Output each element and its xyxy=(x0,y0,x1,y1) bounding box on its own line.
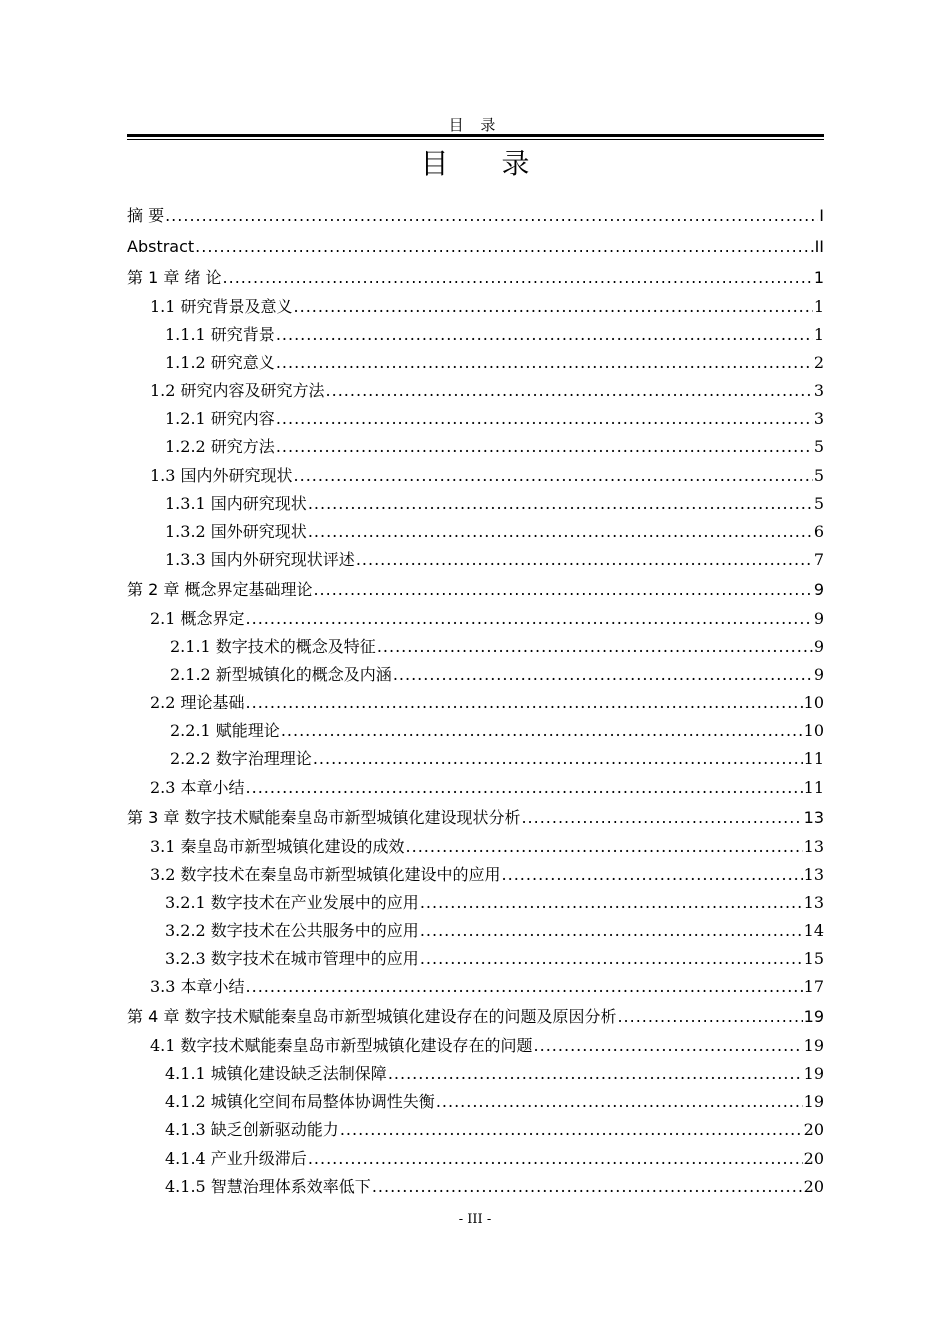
toc-leader-dots xyxy=(420,917,803,945)
toc-leader-dots xyxy=(406,833,803,861)
toc-leader-dots xyxy=(502,861,803,889)
toc-entry[interactable] xyxy=(127,1173,824,1201)
toc-leader-dots xyxy=(340,1116,803,1144)
toc-leader-dots xyxy=(165,200,818,231)
toc-entry-page: 2 xyxy=(813,353,824,373)
toc-entry-label: 4.1.2 城镇化空间布局整体协调性失衡 xyxy=(165,1092,435,1112)
toc-entry-page: II xyxy=(814,237,824,256)
toc-leader-dots xyxy=(356,546,813,574)
toc-entry-label: 4.1 数字技术赋能秦皇岛市新型城镇化建设存在的问题 xyxy=(150,1036,533,1056)
toc-leader-dots xyxy=(276,405,813,433)
toc-entry-page: 20 xyxy=(803,1176,824,1196)
toc-entry[interactable] xyxy=(127,802,824,833)
page-title: 目 录 xyxy=(420,147,552,180)
toc-entry-page: 3 xyxy=(813,409,824,429)
toc-leader-dots xyxy=(276,433,813,461)
toc-entry[interactable] xyxy=(127,231,824,262)
toc-entry-page: 9 xyxy=(813,608,824,628)
toc-entry-page: 13 xyxy=(803,836,824,856)
toc-entry[interactable] xyxy=(127,745,824,773)
toc-entry-label: 1.1 研究背景及意义 xyxy=(150,297,293,316)
toc-entry-label: 2.3 本章小结 xyxy=(150,777,245,797)
toc-entry[interactable] xyxy=(127,518,824,546)
toc-entry-label: 2.2.1 赋能理论 xyxy=(170,721,280,741)
toc-entry[interactable] xyxy=(127,605,824,633)
toc-entry-label: 1.3.2 国外研究现状 xyxy=(165,521,307,541)
toc-entry[interactable] xyxy=(127,973,824,1001)
toc-entry[interactable] xyxy=(127,633,824,661)
toc-entry-page: 20 xyxy=(803,1148,824,1168)
toc-entry[interactable] xyxy=(127,917,824,945)
toc-entry-label: 2.2.2 数字治理理论 xyxy=(170,749,312,769)
toc-entry-label: 3.1 秦皇岛市新型城镇化建设的成效 xyxy=(150,836,405,856)
toc-entry[interactable] xyxy=(127,293,824,321)
toc-entry-page: 19 xyxy=(803,1092,824,1112)
toc-entry-label: 2.1.2 新型城镇化的概念及内涵 xyxy=(170,665,392,685)
toc-leader-dots xyxy=(617,1001,802,1032)
toc-leader-dots xyxy=(195,231,813,262)
toc-entry[interactable] xyxy=(127,574,824,605)
toc-entry-page: 7 xyxy=(813,549,824,569)
toc-entry-page: 19 xyxy=(803,1064,824,1084)
toc-entry-label: 1.2.2 研究方法 xyxy=(165,437,275,457)
toc-entry-page: 1 xyxy=(813,268,824,287)
toc-entry-page: 13 xyxy=(803,807,824,827)
toc-entry-page: 5 xyxy=(813,493,824,513)
toc-entry-label: 4.1.1 城镇化建设缺乏法制保障 xyxy=(165,1064,387,1084)
toc-leader-dots xyxy=(308,490,813,518)
toc-entry[interactable] xyxy=(127,462,824,490)
toc-leader-dots xyxy=(534,1032,803,1060)
toc-entry[interactable] xyxy=(127,1060,824,1088)
toc-leader-dots xyxy=(246,774,803,802)
toc-entry-label: 2.1.1 数字技术的概念及特征 xyxy=(170,637,376,657)
toc-entry-label: 4.1.3 缺乏创新驱动能力 xyxy=(165,1120,339,1140)
toc-entry-page: 14 xyxy=(803,920,824,940)
toc-entry[interactable] xyxy=(127,1032,824,1060)
toc-entry-page: 13 xyxy=(803,892,824,912)
toc-entry-label: 2.2 理论基础 xyxy=(150,693,245,713)
toc-entry-label: 第 4 章 数字技术赋能秦皇岛市新型城镇化建设存在的问题及原因分析 xyxy=(127,1007,617,1027)
toc-entry-page: 1 xyxy=(813,325,824,345)
toc-leader-dots xyxy=(420,889,803,917)
toc-entry-label: 摘 要 xyxy=(127,206,165,225)
toc-entry-label: 第 2 章 概念界定基础理论 xyxy=(127,579,313,599)
toc-entry-label: 1.3.1 国内研究现状 xyxy=(165,493,307,513)
toc-entry-page: 19 xyxy=(803,1036,824,1056)
toc-entry[interactable] xyxy=(127,546,824,574)
toc-entry-label: 3.3 本章小结 xyxy=(150,977,245,997)
running-header: 目 录 xyxy=(448,116,502,134)
toc-leader-dots xyxy=(313,745,803,773)
toc-leader-dots xyxy=(313,574,812,605)
toc-entry-label: 3.2.3 数字技术在城市管理中的应用 xyxy=(165,948,419,968)
toc-entry-page: 1 xyxy=(813,297,824,316)
toc-entry[interactable] xyxy=(127,717,824,745)
toc-entry-label: 1.1.2 研究意义 xyxy=(165,353,275,373)
toc-leader-dots xyxy=(223,262,813,293)
toc-entry-label: Abstract xyxy=(127,237,195,256)
toc-entry[interactable] xyxy=(127,774,824,802)
toc-entry[interactable] xyxy=(127,1116,824,1144)
toc-entry-label: 3.2.2 数字技术在公共服务中的应用 xyxy=(165,920,419,940)
toc-entry-label: 1.2 研究内容及研究方法 xyxy=(150,381,325,401)
toc-entry-page: 11 xyxy=(803,777,824,797)
header-rule-thick xyxy=(127,134,824,137)
toc-entry-page: 11 xyxy=(803,749,824,769)
toc-entry-label: 1.3.3 国内外研究现状评述 xyxy=(165,549,355,569)
toc-entry-label: 2.1 概念界定 xyxy=(150,608,245,628)
toc-entry-page: 9 xyxy=(813,579,824,599)
toc-entry[interactable] xyxy=(127,321,824,349)
toc-entry[interactable] xyxy=(127,945,824,973)
toc-leader-dots xyxy=(246,689,803,717)
toc-entry[interactable] xyxy=(127,433,824,461)
toc-entry[interactable] xyxy=(127,1145,824,1173)
toc-leader-dots xyxy=(326,377,813,405)
toc-leader-dots xyxy=(281,717,803,745)
toc-entry-page: 5 xyxy=(813,437,824,457)
toc-leader-dots xyxy=(372,1173,803,1201)
toc-entry-label: 1.1.1 研究背景 xyxy=(165,325,275,345)
toc-leader-dots xyxy=(308,518,813,546)
toc-leader-dots xyxy=(436,1088,803,1116)
toc-leader-dots xyxy=(308,1145,803,1173)
toc-entry-label: 4.1.5 智慧治理体系效率低下 xyxy=(165,1176,371,1196)
toc-entry-page: 3 xyxy=(813,381,824,401)
toc-leader-dots xyxy=(294,462,813,490)
toc-entry-page: 9 xyxy=(813,665,824,685)
toc-entry-page: 9 xyxy=(813,637,824,657)
toc-entry-page: 6 xyxy=(813,521,824,541)
toc-entry[interactable] xyxy=(127,689,824,717)
toc-entry-label: 第 3 章 数字技术赋能秦皇岛市新型城镇化建设现状分析 xyxy=(127,807,521,827)
toc-leader-dots xyxy=(276,349,813,377)
toc-entry-page: 17 xyxy=(803,977,824,997)
toc-entry[interactable] xyxy=(127,661,824,689)
toc-entry-page: 13 xyxy=(803,864,824,884)
toc-leader-dots xyxy=(420,945,803,973)
toc-entry[interactable] xyxy=(127,1088,824,1116)
toc-entry[interactable] xyxy=(127,200,824,231)
toc-entry-label: 3.2 数字技术在秦皇岛市新型城镇化建设中的应用 xyxy=(150,864,501,884)
toc-entry-page: I xyxy=(819,206,824,225)
toc-leader-dots xyxy=(246,605,813,633)
toc-leader-dots xyxy=(246,973,803,1001)
toc-entry[interactable] xyxy=(127,889,824,917)
toc-leader-dots xyxy=(276,321,813,349)
toc-entry[interactable] xyxy=(127,861,824,889)
toc-entry-page: 10 xyxy=(803,693,824,713)
toc-entry[interactable] xyxy=(127,262,824,293)
toc-entry-label: 4.1.4 产业升级滞后 xyxy=(165,1148,307,1168)
toc-entry-page: 19 xyxy=(803,1007,824,1027)
toc-entry-page: 15 xyxy=(803,948,824,968)
toc-leader-dots xyxy=(393,661,813,689)
toc-entry[interactable] xyxy=(127,405,824,433)
toc-leader-dots xyxy=(521,802,802,833)
toc-entry-page: 10 xyxy=(803,721,824,741)
toc-entry-label: 1.2.1 研究内容 xyxy=(165,409,275,429)
header-rule-thin xyxy=(127,139,824,140)
toc-entry-label: 1.3 国内外研究现状 xyxy=(150,465,293,485)
toc-entry[interactable] xyxy=(127,349,824,377)
toc-entry[interactable] xyxy=(127,490,824,518)
toc-entry[interactable] xyxy=(127,1001,824,1032)
toc-entry[interactable] xyxy=(127,377,824,405)
toc-entry-label: 第 1 章 绪 论 xyxy=(127,268,222,287)
toc-leader-dots xyxy=(388,1060,803,1088)
toc-entry-page: 5 xyxy=(813,465,824,485)
toc-leader-dots xyxy=(294,293,813,321)
table-of-contents xyxy=(127,200,824,1201)
toc-entry[interactable] xyxy=(127,833,824,861)
page-number: - III - xyxy=(458,1212,492,1227)
toc-leader-dots xyxy=(377,633,813,661)
toc-entry-label: 3.2.1 数字技术在产业发展中的应用 xyxy=(165,892,419,912)
toc-entry-page: 20 xyxy=(803,1120,824,1140)
